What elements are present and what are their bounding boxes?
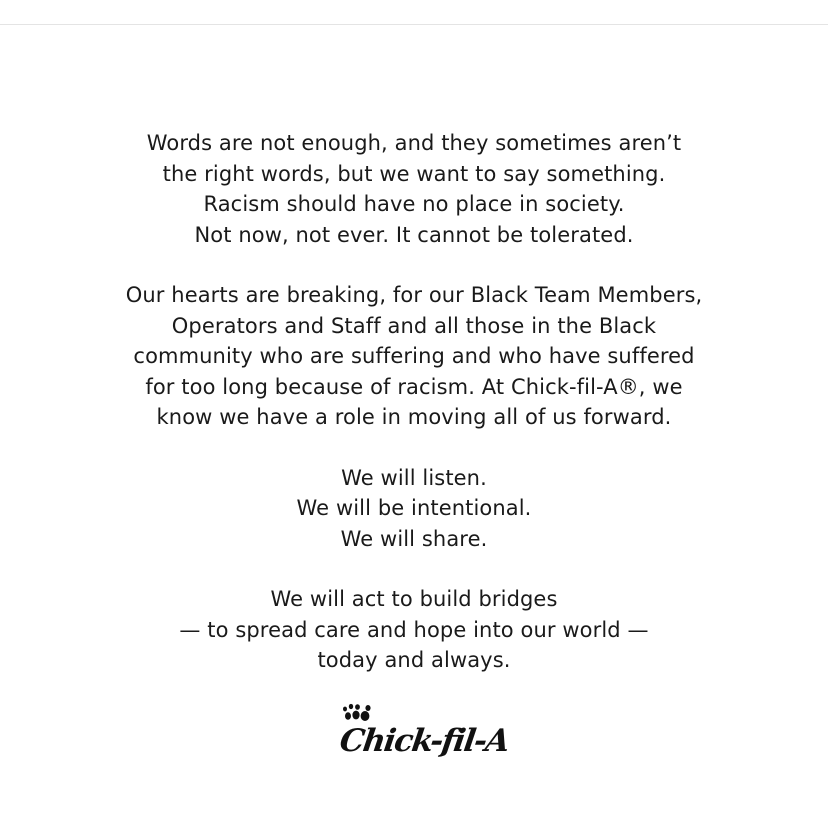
statement-line: Our hearts are breaking, for our Black Team Members, <box>125 283 703 307</box>
paragraph-1 <box>0 128 828 250</box>
statement-line: — to spread care and hope into our world — <box>179 617 649 642</box>
statement-line: Racism should have no place in society. <box>203 192 625 216</box>
statement-line: We will be intentional. <box>296 496 532 520</box>
statement-line: Operators and Staff and all those in the Black <box>171 313 657 338</box>
statement-line: We will listen. <box>341 465 487 490</box>
paragraph-3 <box>0 463 828 555</box>
statement-line: today and always. <box>317 648 511 672</box>
statement-line: for too long because of racism. At Chick-fil-A®, we <box>145 374 683 399</box>
chick-fil-a-logo <box>332 703 511 773</box>
statement-line: community who are suffering and who have suffered <box>133 344 695 368</box>
paragraph-2 <box>0 280 828 433</box>
statement-line: We will act to build bridges <box>270 587 558 611</box>
statement-text <box>0 128 828 706</box>
statement-line: know we have a role in moving all of us forward. <box>156 405 672 429</box>
statement-line: We will share. <box>340 526 488 551</box>
top-bar <box>0 0 828 25</box>
statement-line: the right words, but we want to say something. <box>162 161 666 186</box>
statement-line: Words are not enough, and they sometimes aren’t <box>146 131 682 155</box>
paragraph-4 <box>0 584 828 676</box>
statement-line: Not now, not ever. It cannot be tolerated. <box>194 222 634 247</box>
logo-wordmark: Chick-fil-A <box>337 723 511 759</box>
